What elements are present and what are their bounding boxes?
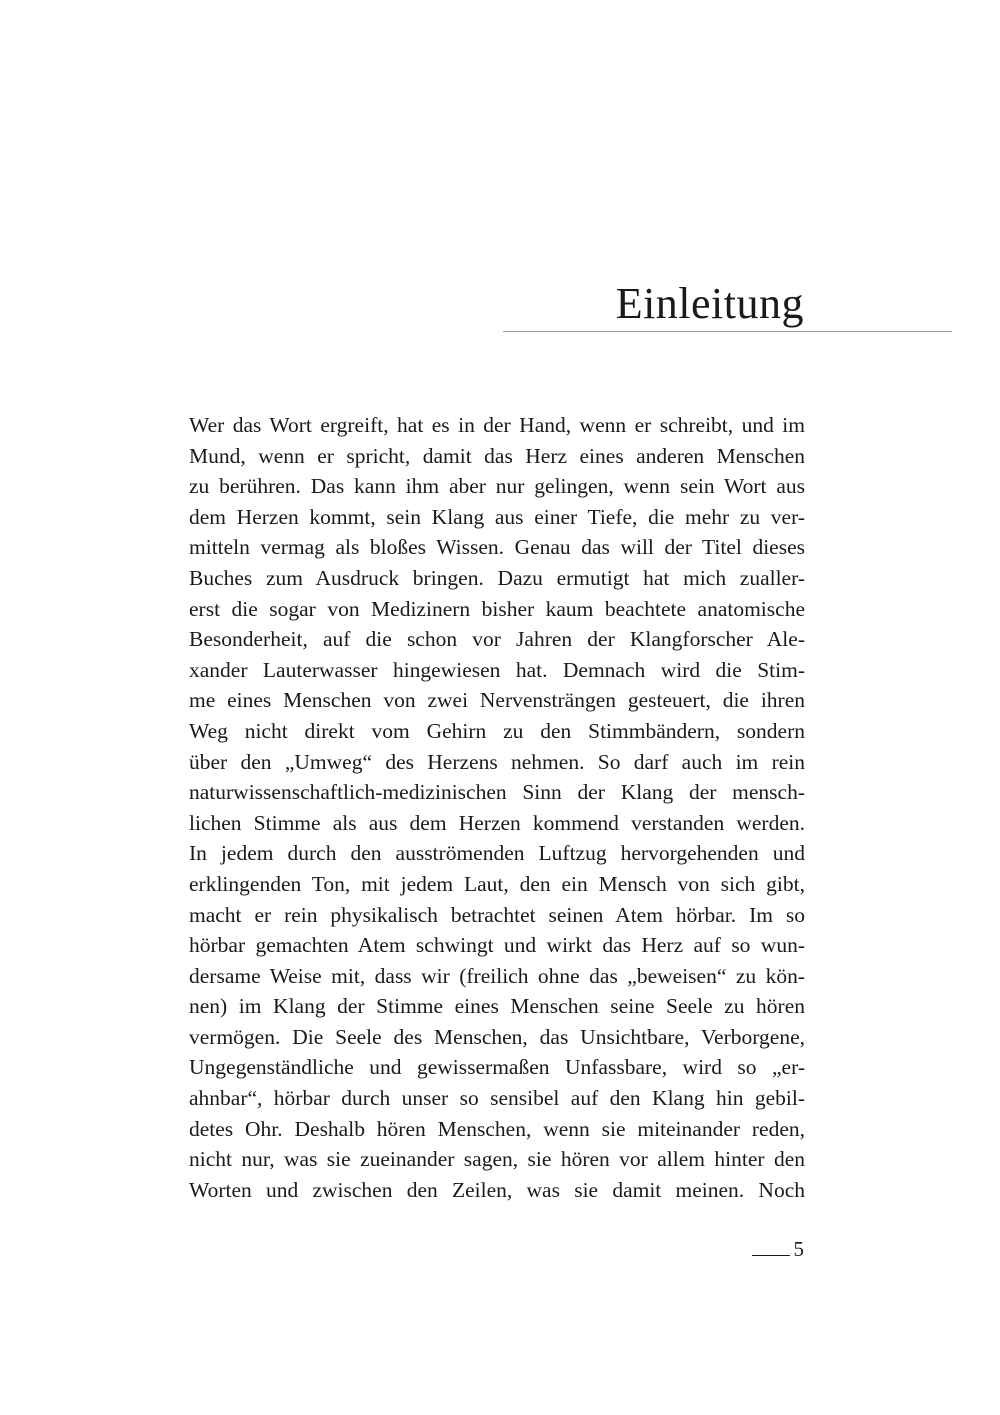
text-line: naturwissenschaftlich-medizinischen Sinn der Klang der mensch- xyxy=(189,780,805,805)
text-line: mitteln vermag als bloßes Wissen. Genau das will der Titel dieses xyxy=(189,535,805,560)
text-line: dersame Weise mit, dass wir (freilich ohne das „beweisen“ zu kön- xyxy=(189,963,805,988)
chapter-title: Einleitung xyxy=(615,279,804,328)
footer-rule xyxy=(752,1255,790,1256)
text-line: Mund, wenn er spricht, damit das Herz eines anderen Menschen xyxy=(189,443,805,468)
text-line: Buches zum Ausdruck bringen. Dazu ermutigt hat mich zualler- xyxy=(189,565,805,590)
text-line: xander Lauterwasser hingewiesen hat. Demnach wird die Stim- xyxy=(189,657,805,682)
text-line: Worten und zwischen den Zeilen, was sie damit meinen. Noch xyxy=(189,1177,805,1202)
text-line: Ungegenständliche und gewissermaßen Unfassbare, wird so „er- xyxy=(189,1055,805,1080)
page-number: 5 xyxy=(793,1237,804,1261)
text-line: Weg nicht direkt vom Gehirn zu den Stimmbändern, sondern xyxy=(189,718,805,743)
text-line: detes Ohr. Deshalb hören Menschen, wenn sie miteinander reden, xyxy=(189,1116,805,1141)
title-rule xyxy=(503,331,952,332)
page-footer xyxy=(752,1237,805,1261)
text-line: über den „Umweg“ des Herzens nehmen. So darf auch im rein xyxy=(189,749,805,774)
text-line: dem Herzen kommt, sein Klang aus einer Tiefe, die mehr zu ver- xyxy=(189,504,805,529)
text-line: ahnbar“, hörbar durch unser so sensibel auf den Klang hin gebil- xyxy=(189,1086,805,1111)
text-line: zu berühren. Das kann ihm aber nur gelingen, wenn sein Wort aus xyxy=(189,474,805,499)
text-line: erklingenden Ton, mit jedem Laut, den ein Mensch von sich gibt, xyxy=(189,871,805,896)
text-line: nicht nur, was sie zueinander sagen, sie hören vor allem hinter den xyxy=(189,1147,805,1172)
text-line: Besonderheit, auf die schon vor Jahren der Klangforscher Ale- xyxy=(189,627,805,652)
text-line: hörbar gemachten Atem schwingt und wirkt das Herz auf so wun- xyxy=(189,933,805,958)
body-text xyxy=(189,410,805,1205)
text-line: macht er rein physikalisch betrachtet seinen Atem hörbar. Im so xyxy=(189,902,805,927)
text-line: Wer das Wort ergreift, hat es in der Hand, wenn er schreibt, und im xyxy=(189,413,805,437)
text-line: nen) im Klang der Stimme eines Menschen seine Seele zu hören xyxy=(189,994,805,1019)
text-line: In jedem durch den ausströmenden Luftzug hervorgehenden und xyxy=(189,841,805,866)
text-line: lichen Stimme als aus dem Herzen kommend verstanden werden. xyxy=(189,810,805,835)
text-line: vermögen. Die Seele des Menschen, das Unsichtbare, Verborgene, xyxy=(189,1024,805,1049)
text-line: me eines Menschen von zwei Nervensträngen gesteuert, die ihren xyxy=(189,688,805,713)
text-line: erst die sogar von Medizinern bisher kaum beachtete anatomische xyxy=(189,596,805,621)
